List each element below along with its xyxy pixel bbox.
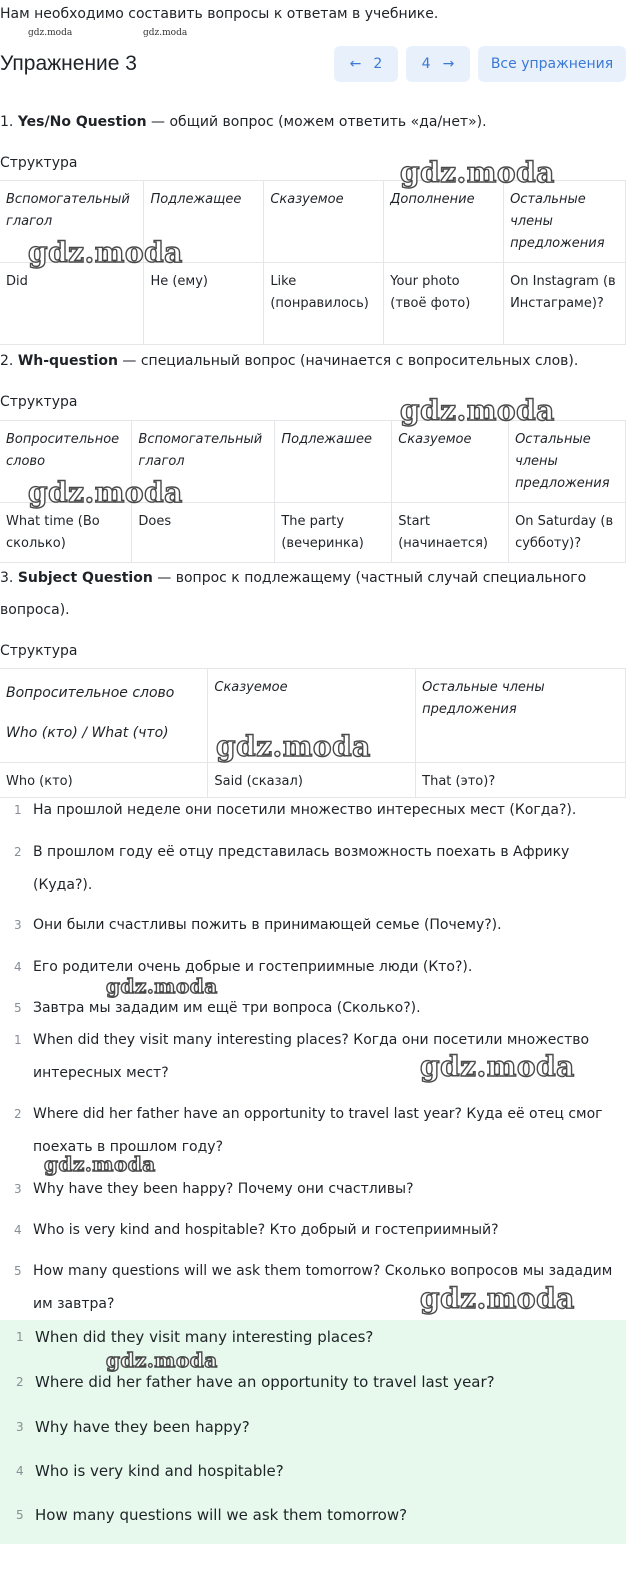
- intro-text: Нам необходимо составить вопросы к ответам в учебнике.: [0, 6, 439, 22]
- table-header-sub: Who (кто) / What (что): [6, 725, 169, 741]
- table-cell: He (ему): [144, 263, 264, 345]
- watermark-small: gdz.moda: [28, 28, 73, 38]
- item-text: Who is very kind and hospitable? Кто добрый и гостеприимный?: [33, 1222, 499, 1238]
- item-text: Завтра мы зададим им ещё три вопроса (Сколько?).: [33, 1000, 421, 1016]
- all-exercises-label: Все упражнения: [490, 56, 614, 72]
- item-number: 5: [14, 1001, 22, 1015]
- table-cell: That (это)?: [416, 763, 626, 798]
- list-item: [0, 836, 632, 902]
- list-item: [0, 909, 632, 942]
- table-row: [0, 503, 626, 563]
- item-number: 1: [14, 1033, 22, 1047]
- section-term: Yes/No Question: [17, 114, 147, 130]
- watermark: gdz.moda: [44, 1152, 156, 1176]
- section-number: 2.: [0, 353, 18, 369]
- watermark: gdz.moda: [400, 394, 555, 427]
- item-number: 2: [14, 845, 22, 859]
- item-text: Why have they been happy? Почему они счастливы?: [33, 1181, 414, 1197]
- item-number: 4: [16, 1464, 24, 1478]
- watermark-small: gdz.moda: [143, 28, 188, 38]
- watermark: gdz.moda: [216, 730, 371, 763]
- item-number: 5: [14, 1264, 22, 1278]
- item-number: 5: [16, 1508, 24, 1522]
- list-item: [0, 1214, 632, 1247]
- item-number: 3: [16, 1420, 24, 1434]
- list-item: [0, 1098, 632, 1164]
- table-cell: On Instagram (в Инстаграме)?: [504, 263, 626, 345]
- table-header-cell: Сказуемое: [392, 421, 509, 503]
- watermark: gdz.moda: [28, 476, 183, 509]
- section-number: 3.: [0, 570, 18, 586]
- table-header-cell: Подлежашее: [275, 421, 392, 503]
- structure-table: [0, 180, 626, 345]
- table-cell: Your photo (твоё фото): [384, 263, 504, 345]
- item-text: На прошлой неделе они посетили множество интересных мест (Когда?).: [33, 802, 577, 818]
- table-header-cell: Сказуемое: [208, 669, 416, 763]
- table-row: [0, 263, 626, 345]
- table-cell: Who (кто): [0, 763, 208, 798]
- next-exercise-button[interactable]: [406, 46, 470, 82]
- section-term: Wh-question: [17, 353, 118, 369]
- item-text: When did they visit many interesting places? Когда они посетили множество интересных мест?: [33, 1032, 590, 1081]
- item-text: Who is very kind and hospitable?: [35, 1462, 284, 1480]
- structure-label: Структура: [0, 155, 78, 171]
- table-header-label: Вопросительное слово: [6, 685, 175, 701]
- table-cell: Did: [0, 263, 144, 345]
- item-text: Where did her father have an opportunity to travel last year? Куда её отец смог поехать в прошлом году?: [33, 1106, 603, 1155]
- structure-label: Структура: [0, 643, 78, 659]
- table-header-cell: Дополнение: [384, 181, 504, 263]
- table-header-cell: Вспомогательный глагол: [132, 421, 275, 503]
- item-number: 4: [14, 1223, 22, 1237]
- list-item: [0, 794, 632, 827]
- structure-label: Структура: [0, 394, 78, 410]
- table-header-cell: Остальные члены предложения: [509, 421, 626, 503]
- table-header-cell: Остальные члены предложения: [416, 669, 626, 763]
- watermark: gdz.moda: [420, 1282, 575, 1315]
- all-exercises-button[interactable]: [478, 46, 626, 82]
- section-number: 1.: [0, 114, 18, 130]
- table-header-cell: Остальные члены предложения: [504, 181, 626, 263]
- item-text: How many questions will we ask them tomorrow?: [35, 1506, 408, 1524]
- table-cell: What time (Во сколько): [0, 503, 132, 563]
- section-heading: [0, 570, 586, 586]
- watermark: gdz.moda: [106, 1348, 218, 1372]
- table-cell: Does: [132, 503, 275, 563]
- next-exercise-label: 4: [421, 56, 431, 72]
- list-item: [0, 1255, 632, 1321]
- table-cell: Like (понравилось): [264, 263, 384, 345]
- list-item: [0, 992, 632, 1025]
- section-description: — специальный вопрос (начинается с вопросительных слов).: [117, 353, 579, 369]
- item-text: How many questions will we ask them tomorrow? Сколько вопросов мы зададим им завтра?: [33, 1263, 613, 1312]
- table-header-cell: Вопросительное слово: [0, 421, 132, 503]
- arrow-right-icon: →: [442, 56, 455, 72]
- item-text: Why have they been happy?: [35, 1418, 250, 1436]
- section-description: — общий вопрос (можем ответить «да/нет»).: [146, 114, 487, 130]
- item-text: Они были счастливы пожить в принимающей семье (Почему?).: [33, 917, 502, 933]
- table-cell: On Saturday (в субботу)?: [509, 503, 626, 563]
- arrow-left-icon: ←: [349, 56, 362, 72]
- section-heading: [0, 353, 578, 369]
- watermark: gdz.moda: [106, 974, 218, 998]
- table-cell: Said (сказал): [208, 763, 416, 798]
- watermark: gdz.moda: [28, 236, 183, 269]
- item-text: В прошлом году её отцу представилась возможность поехать в Африку (Куда?).: [33, 844, 570, 893]
- list-item: [0, 1024, 632, 1090]
- section-description: — вопрос к подлежащему (частный случай специального: [152, 570, 587, 586]
- table-header-row: [0, 669, 626, 763]
- item-number: 1: [16, 1330, 24, 1344]
- table-header-cell: [0, 669, 208, 763]
- item-text: Where did her father have an opportunity to travel last year?: [35, 1373, 495, 1391]
- item-number: 3: [14, 918, 22, 932]
- section-heading: [0, 114, 487, 130]
- item-number: 2: [14, 1107, 22, 1121]
- table-header-cell: Сказуемое: [264, 181, 384, 263]
- structure-table: [0, 420, 626, 563]
- prev-exercise-button[interactable]: [334, 46, 398, 82]
- table-header-cell: Вспомогательный глагол: [0, 181, 144, 263]
- section-term: Subject Question: [17, 570, 153, 586]
- watermark: gdz.moda: [420, 1050, 575, 1083]
- watermark: gdz.moda: [400, 156, 555, 189]
- page-title: Упражнение 3: [0, 52, 137, 75]
- structure-table: [0, 668, 626, 798]
- item-number: 4: [14, 960, 22, 974]
- table-row: [0, 763, 626, 798]
- table-header-cell: Подлежащее: [144, 181, 264, 263]
- item-number: 1: [14, 803, 22, 817]
- table-header-row: [0, 181, 626, 263]
- table-header-row: [0, 421, 626, 503]
- item-number: 2: [16, 1375, 24, 1389]
- list-item: [0, 951, 632, 984]
- table-cell: The party (вечеринка): [275, 503, 392, 563]
- table-cell: Start (начинается): [392, 503, 509, 563]
- section-description-continued: вопроса).: [0, 602, 70, 618]
- prev-exercise-label: 2: [373, 56, 383, 72]
- list-item: [0, 1173, 632, 1206]
- item-text: Его родители очень добрые и гостеприимные люди (Кто?).: [33, 959, 473, 975]
- item-text: When did they visit many interesting places?: [35, 1328, 374, 1346]
- item-number: 3: [14, 1182, 22, 1196]
